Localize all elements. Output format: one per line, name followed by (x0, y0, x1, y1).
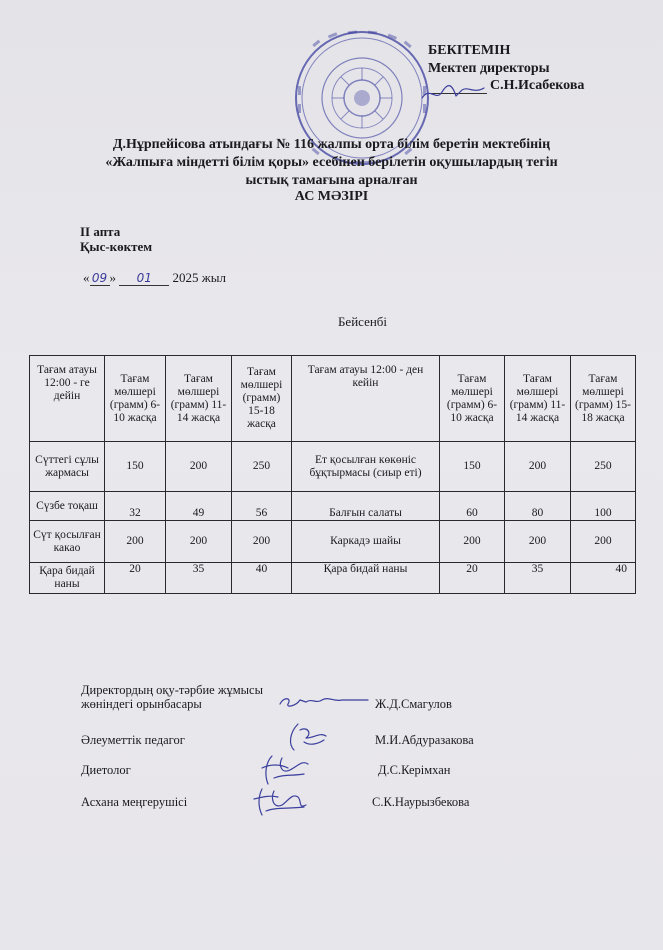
director-signature-icon (418, 80, 488, 106)
table-cell: Каркадэ шайы (292, 521, 440, 563)
table-cell: 200 (166, 521, 232, 563)
heading-line-4: АС МӘЗІРІ (294, 189, 369, 204)
table-cell: 250 (571, 442, 636, 492)
date-line (83, 270, 226, 286)
table-cell: 200 (166, 442, 232, 492)
table-cell: 80 (505, 492, 571, 521)
table-cell: 200 (505, 521, 571, 563)
table-cell: 200 (232, 521, 292, 563)
table-cell: 40 (232, 563, 292, 594)
date-close-quote: » (109, 270, 116, 285)
season-label: Қыс-көктем (80, 239, 153, 254)
approval-name: С.Н.Исабекова (490, 78, 585, 93)
table-cell: 32 (105, 492, 166, 521)
heading-line-3: ыстық тамағына арналған (245, 173, 418, 188)
table-cell: 56 (232, 492, 292, 521)
weekday-label: Бейсенбі (337, 314, 388, 329)
signature-role-social: Әлеуметтік педагог (81, 733, 185, 747)
table-cell: Қара бидай наны (30, 563, 105, 594)
deputy-signature-icon (276, 690, 371, 712)
table-cell: Сүзбе тоқаш (30, 492, 105, 521)
table-cell: Сүттегі сұлы жармасы (30, 442, 105, 492)
signature-name-canteen: С.К.Наурызбекова (372, 795, 470, 809)
table-cell: Балғын салаты (292, 492, 440, 521)
table-cell: 35 (505, 563, 571, 594)
header-cell: Тағам мөлшері (грамм) 6-10 жасқа (105, 356, 166, 442)
menu-table (29, 355, 636, 594)
header-cell: Тағам мөлшері (грамм) 6-10 жасқа (440, 356, 505, 442)
table-cell: 35 (166, 563, 232, 594)
table-row (30, 492, 636, 521)
date-day: 09 (90, 271, 110, 286)
header-cell: Тағам мөлшері (грамм) 11-14 жасқа (166, 356, 232, 442)
table-cell: 200 (505, 442, 571, 492)
table-cell: 200 (440, 521, 505, 563)
table-cell: 20 (105, 563, 166, 594)
table-cell: 49 (166, 492, 232, 521)
table-cell: 200 (571, 521, 636, 563)
heading-line-2: «Жалпыға міндетті білім қоры» есебінен берілетін оқушылардың тегін (105, 155, 558, 170)
header-cell: Тағам мөлшері (грамм) 11-14 жасқа (505, 356, 571, 442)
table-row (30, 563, 636, 594)
signature-name-dietitian: Д.С.Керімхан (378, 763, 451, 777)
signature-name-deputy: Ж.Д.Смагулов (375, 697, 452, 711)
header-cell: Тағам атауы 12:00 - ден кейін (292, 356, 440, 442)
signature-name-social: М.И.Абдуразакова (375, 733, 474, 747)
date-year: 2025 жыл (172, 270, 226, 285)
date-open-quote: « (83, 270, 90, 285)
table-cell: 100 (571, 492, 636, 521)
table-cell: 150 (440, 442, 505, 492)
approval-title: БЕКІТЕМІН (428, 43, 511, 58)
heading-line-1: Д.Нұрпейісова атындағы № 116 жалпы орта білім беретін мектебінің (112, 137, 551, 152)
table-cell: 20 (440, 563, 505, 594)
table-header-row (30, 356, 636, 442)
table-cell: 60 (440, 492, 505, 521)
table-cell: 200 (105, 521, 166, 563)
canteen-head-signature-icon (248, 783, 312, 819)
social-pedagog-signature-icon (280, 720, 330, 754)
table-cell: 250 (232, 442, 292, 492)
signature-role-dietitian: Диетолог (81, 763, 131, 777)
header-cell: Тағам мөлшері (грамм) 15-18 жасқа (571, 356, 636, 442)
table-cell: Қара бидай наны (292, 563, 440, 594)
table-cell: Ет қосылған көкөніс бұқтырмасы (сиыр еті) (292, 442, 440, 492)
date-month: 01 (119, 271, 169, 286)
signature-role-canteen: Асхана меңгерушісі (81, 795, 188, 809)
table-row (30, 521, 636, 563)
signature-role-deputy: Директордың оқу-тәрбие жұмысы жөніндегі орынбасары (81, 683, 263, 711)
header-cell: Тағам атауы 12:00 - ге дейін (30, 356, 105, 442)
header-cell: Тағам мөлшері (грамм) 15-18 жасқа (232, 356, 292, 442)
table-cell: 150 (105, 442, 166, 492)
table-row (30, 442, 636, 492)
week-label: ІІ апта (80, 224, 121, 239)
table-cell: Сүт қосылған какао (30, 521, 105, 563)
approval-role: Мектеп директоры (428, 61, 550, 76)
table-cell: 40 (571, 563, 636, 594)
